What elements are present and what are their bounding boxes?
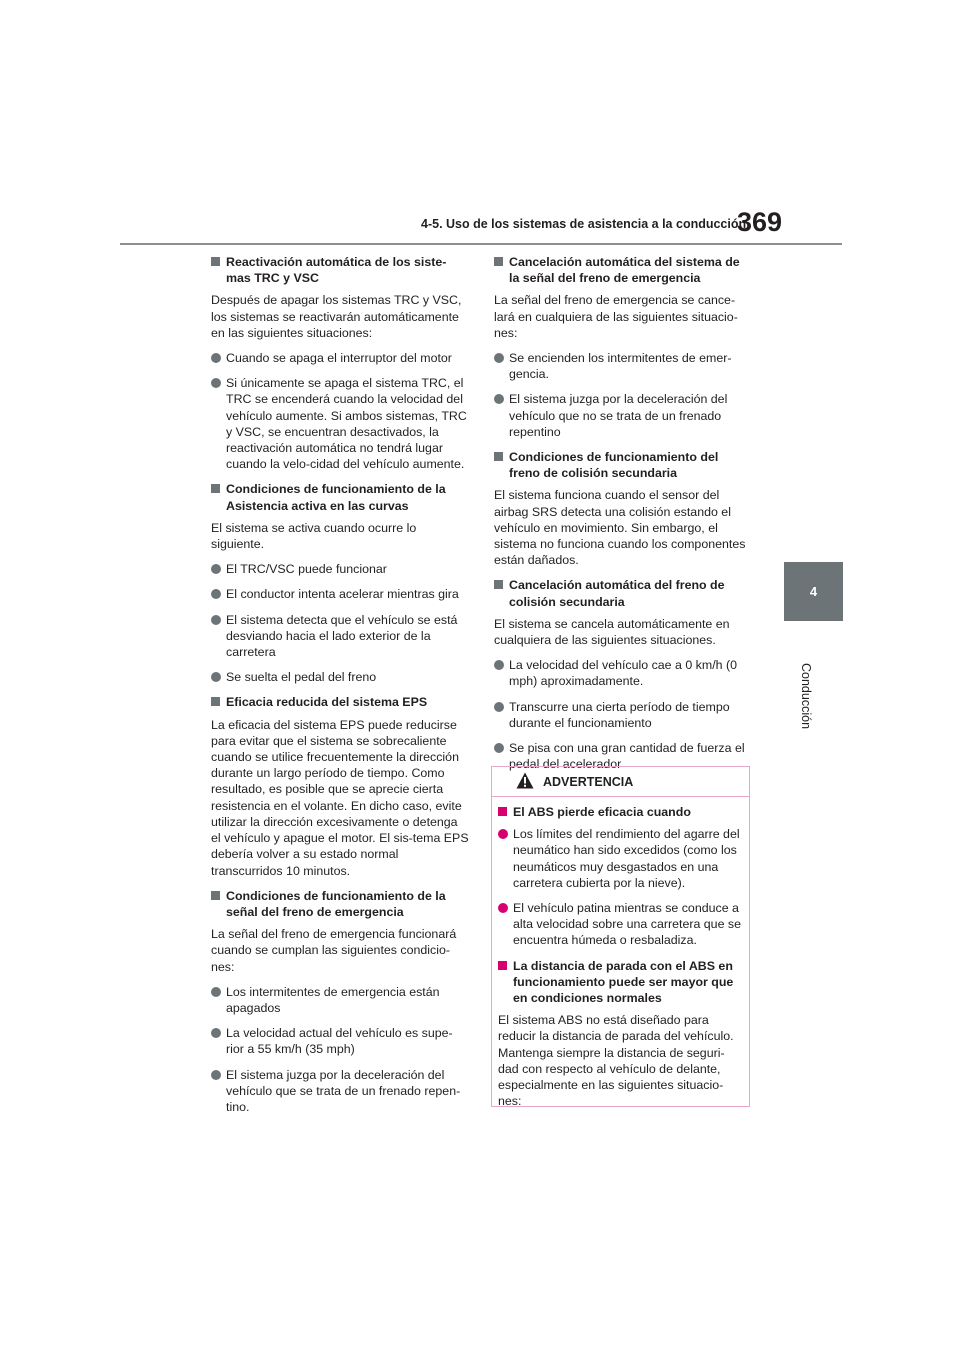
warning-heading [498, 804, 743, 820]
section-heading [494, 577, 752, 609]
list-item [211, 375, 469, 472]
circle-bullet-icon [211, 378, 221, 388]
paragraph: La eficacia del sistema EPS puede reducirse para evitar que el sistema se sobrecaliente cuando se utilice frecuentemente la dirección durante un largo período de tiempo. Como resultado, es posible que se aprecie cierta resistencia en el volante. En dicho caso, evite utilizar la dirección excesivamente o detenga el vehículo y apague el motor. El sis-tema EPS debería volver a su estado normal transcurridos 10 minutos. [211, 717, 469, 878]
list-item-text: La velocidad actual del vehículo es supe-rior a 55 km/h (35 mph) [226, 1026, 453, 1057]
heading-text: Eficacia reducida del sistema EPS [226, 695, 428, 710]
header-divider [120, 243, 842, 245]
circle-bullet-icon [494, 660, 504, 670]
list-item-text: El sistema juzga por la deceleración del vehículo que se trata de un frenado repen-tino. [226, 1067, 461, 1114]
chapter-tab[interactable] [784, 562, 843, 621]
heading-text: Condiciones de funcionamiento de la Asistencia activa en las curvas [226, 482, 446, 513]
circle-bullet-icon [498, 829, 508, 839]
chapter-label: Conducción [799, 663, 813, 730]
list-item-text: Transcurre una cierta período de tiempo durante el funcionamiento [509, 699, 730, 730]
list-item-text: El conductor intenta acelerar mientras gira [226, 587, 459, 602]
square-bullet-icon [211, 484, 220, 493]
list-item [498, 826, 743, 891]
square-bullet-icon [211, 697, 220, 706]
heading-text: Cancelación automática del sistema de la señal del freno de emergencia [509, 255, 740, 286]
list-item-text: El sistema detecta que el vehículo se está desviando hacia el lado exterior de la carretera [226, 612, 458, 660]
list-item [498, 900, 743, 949]
paragraph: La señal del freno de emergencia se cance-lará en cualquiera de las siguientes situacio-nes: [494, 293, 738, 340]
paragraph: El sistema funciona cuando el sensor del airbag SRS detecta una colisión estando el vehículo en movimiento. Sin embargo, el sistema no funciona cuando los componentes están dañados. [494, 488, 746, 568]
section-heading [211, 254, 469, 286]
circle-bullet-icon [211, 1070, 221, 1080]
list-item-text: Se encienden los intermitentes de emer-gencia. [509, 351, 732, 382]
list-item [211, 350, 469, 366]
paragraph: El sistema ABS no está diseñado para reducir la distancia de parada del vehículo. Mantenga siempre la distancia de seguri-dad con respecto al vehículo de delante, especialmente en las siguientes situacio-nes: [498, 1013, 734, 1109]
heading-text: Condiciones de funcionamiento del freno de colisión secundaria [509, 450, 719, 481]
square-bullet-icon [498, 807, 507, 816]
list-item-text: El TRC/VSC puede funcionar [226, 562, 387, 577]
list-item-text: El sistema juzga por la deceleración del vehículo que no se trata de un frenado repentino [509, 392, 728, 439]
paragraph: El sistema se activa cuando ocurre lo siguiente. [211, 520, 417, 552]
right-column [494, 254, 752, 781]
circle-bullet-icon [211, 615, 221, 625]
section-heading [494, 449, 752, 481]
list-item-text: Se suelta el pedal del freno [226, 670, 377, 685]
warning-title: ADVERTENCIA [543, 775, 634, 789]
list-item-text: Los intermitentes de emergencia están apagados [226, 984, 440, 1015]
list-item [211, 669, 469, 685]
circle-bullet-icon [211, 353, 221, 363]
circle-bullet-icon [211, 564, 221, 574]
list-item [211, 561, 469, 577]
circle-bullet-icon [494, 702, 504, 712]
circle-bullet-icon [498, 903, 508, 913]
square-bullet-icon [211, 891, 220, 900]
circle-bullet-icon [494, 743, 504, 753]
square-bullet-icon [498, 961, 507, 970]
paragraph: El sistema se cancela automáticamente en cualquiera de las siguientes situaciones. [494, 616, 730, 648]
circle-bullet-icon [211, 987, 221, 997]
warning-content [492, 797, 749, 1109]
heading-text: La distancia de parada con el ABS en funcionamiento puede ser mayor que en condiciones normales [513, 958, 734, 1006]
page-number: 369 [737, 207, 783, 237]
heading-text: Condiciones de funcionamiento de la señal del freno de emergencia [226, 888, 446, 919]
warning-triangle-icon [516, 772, 534, 789]
section-title: 4-5. Uso de los sistemas de asistencia a la conducción [421, 217, 747, 231]
section-heading [211, 888, 469, 920]
square-bullet-icon [494, 580, 503, 589]
warning-heading [498, 958, 743, 1007]
list-item [211, 1025, 469, 1057]
circle-bullet-icon [211, 589, 221, 599]
list-item [211, 1067, 469, 1116]
square-bullet-icon [494, 452, 503, 461]
square-bullet-icon [494, 257, 503, 266]
list-item-text: Cuando se apaga el interruptor del motor [226, 351, 452, 366]
left-column [211, 254, 469, 1124]
section-heading [494, 254, 752, 286]
circle-bullet-icon [211, 1028, 221, 1038]
warning-box [491, 766, 750, 1107]
list-item-text: Los límites del rendimiento del agarre del neumático han sido excedidos (como los neumáticos muy desgastados en una carretera cubierta por la nieve). [513, 827, 740, 890]
heading-text: El ABS pierde eficacia cuando [513, 805, 691, 819]
list-item [211, 612, 469, 661]
list-item-text: Se pisa con una gran cantidad de fuerza el pedal del acelerador [509, 741, 745, 772]
list-item [494, 391, 752, 440]
chapter-number: 4 [809, 584, 818, 599]
list-item-text: La velocidad del vehículo cae a 0 km/h (0 mph) aproximadamente. [509, 658, 737, 689]
section-heading [211, 694, 469, 710]
list-item-text: El vehículo patina mientras se conduce a alta velocidad sobre una carretera que se encuentra húmeda o resbaladiza. [513, 901, 741, 948]
circle-bullet-icon [494, 353, 504, 363]
list-item [494, 699, 752, 731]
section-heading [211, 481, 469, 513]
list-item-text: Si únicamente se apaga el sistema TRC, el TRC se encenderá cuando la velocidad del vehículo aumente. Si ambos sistemas, TRC y VSC, se encuentran desactivados, la reactivación automática no tendrá lugar cuando la velo-cidad del vehículo aumente. [226, 376, 467, 472]
square-bullet-icon [211, 257, 220, 266]
list-item [211, 586, 469, 602]
paragraph: Después de apagar los sistemas TRC y VSC, los sistemas se reactivarán automáticamente en las siguientes situaciones: [211, 293, 462, 340]
circle-bullet-icon [494, 394, 504, 404]
circle-bullet-icon [211, 672, 221, 682]
list-item [494, 350, 752, 382]
list-item [494, 657, 752, 689]
paragraph: La señal del freno de emergencia funcionará cuando se cumplan las siguientes condicio-nes: [211, 927, 457, 974]
list-item [211, 984, 469, 1016]
heading-text: Reactivación automática de los siste-mas TRC y VSC [226, 255, 447, 286]
warning-header [492, 767, 749, 797]
heading-text: Cancelación automática del freno de colisión secundaria [509, 578, 725, 609]
